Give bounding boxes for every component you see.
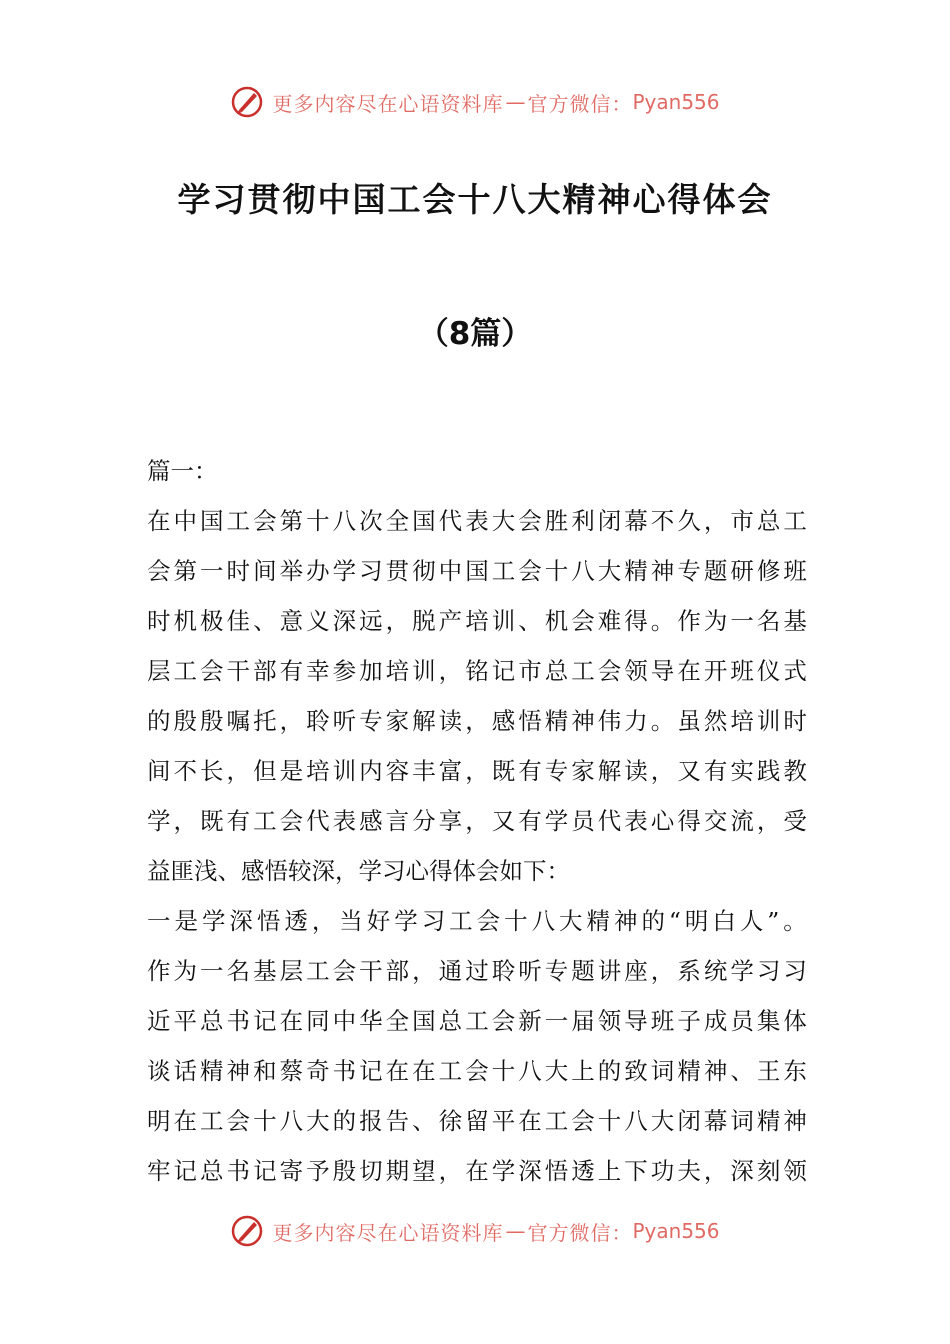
body-line: 作 为 一 名 基 层 工 会 干 部 ， 通 过 聆 听 专 题 讲 座 ， 系 统 学 习 习 — [147, 957, 807, 985]
document-title: 学习贯彻中国工会十八大精神心得体会 — [177, 180, 773, 219]
body-line: 会 第 一 时 间 举 办 学 习 贯 彻 中 国 工 会 十 八 大 精 神 专 题 研 修 班 — [147, 557, 807, 585]
body-line: 益匪浅、感悟较深，学习心得体会如下： — [147, 857, 570, 885]
banner-brand-text: 更多内容尽在心语资料库 — [272, 1220, 504, 1245]
pen-logo-icon — [230, 1214, 264, 1248]
pen-logo-icon — [230, 85, 264, 119]
banner-brand-text: 更多内容尽在心语资料库 — [272, 91, 504, 116]
document-body — [147, 446, 807, 1196]
header-watermark-banner — [0, 82, 950, 122]
body-line: 学 ， 既 有 工 会 代 表 感 言 分 享 ， 又 有 学 员 代 表 心 得 交 流 ， 受 — [147, 807, 807, 835]
banner-official-label: 官方微信： — [527, 91, 633, 116]
body-line: 近 平 总 书 记 在 同 中 华 全 国 总 工 会 新 一 届 领 导 班 子 成 员 集 体 — [147, 1007, 807, 1035]
body-line: 在 中 国 工 会 第 十 八 次 全 国 代 表 大 会 胜 利 闭 幕 不 久 ， 市 总 工 — [147, 507, 807, 535]
body-line: 明 在 工 会 十 八 大 的 报 告 、 徐 留 平 在 工 会 十 八 大 闭 幕 词 精 神 — [147, 1107, 807, 1135]
footer-watermark-banner — [0, 1211, 950, 1251]
body-line: 的 殷 殷 嘱 托 ， 聆 听 专 家 解 读 ， 感 悟 精 神 伟 力 。 虽 然 培 训 时 — [147, 707, 807, 735]
body-line: 间 不 长 ， 但 是 培 训 内 容 丰 富 ， 既 有 专 家 解 读 ， 又 有 实 践 教 — [147, 757, 807, 785]
body-line: 时 机 极 佳 、 意 义 深 远 ， 脱 产 培 训 、 机 会 难 得 。 作 为 一 名 基 — [147, 607, 807, 635]
body-line: 谈 话 精 神 和 蔡 奇 书 记 在 在 工 会 十 八 大 上 的 致 词 精 神 、 王 东 — [147, 1057, 807, 1085]
body-line: 层 工 会 干 部 有 幸 参 加 培 训 ， 铭 记 市 总 工 会 领 导 在 开 班 仪 式 — [147, 657, 807, 685]
body-line: 牢 记 总 书 记 寄 予 殷 切 期 望 ， 在 学 深 悟 透 上 下 功 夫 ， 深 刻 领 — [147, 1157, 807, 1185]
body-lines — [147, 496, 807, 1196]
banner-account: Pyan556 — [632, 1219, 720, 1243]
document-subtitle: （8篇） — [417, 316, 533, 352]
body-line: 一 是 学 深 悟 透 ， 当 好 学 习 工 会 十 八 大 精 神 的 “ 明 白 人 ” 。 — [147, 907, 807, 935]
banner-account: Pyan556 — [632, 90, 720, 114]
section-heading: 篇一： — [147, 457, 218, 485]
banner-official-label: 官方微信： — [527, 1220, 633, 1245]
banner-separator: — — [505, 90, 526, 114]
banner-separator: — — [505, 1219, 526, 1243]
